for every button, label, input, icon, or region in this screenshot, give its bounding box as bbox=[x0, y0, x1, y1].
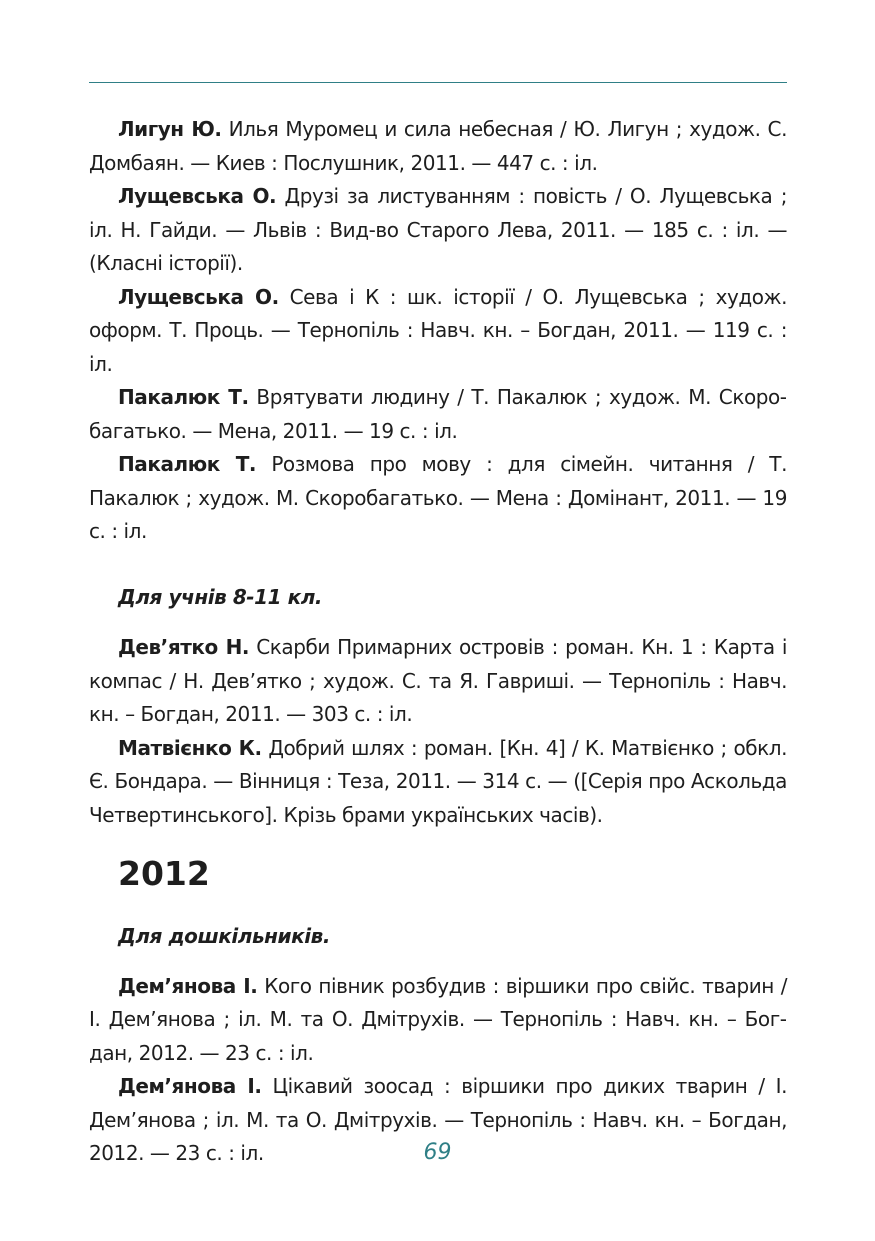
entry-text: Добрий шлях : роман. [Кн. 4] / К. Матвієнко ; обкл. Є. Бондара. — Вінниця : Теза, 2011. — 314 с. — ([Серія про Аскольда Четвертинського]. Крізь брами українських часів). bbox=[89, 735, 788, 827]
entry-text: Врятувати людину / Т. Пакалюк ; худож. М. Скоробагатько. — Мена, 2011. — 19 с. : іл. bbox=[89, 385, 787, 443]
bibliography-entry bbox=[89, 281, 787, 382]
bibliography-entry bbox=[89, 631, 787, 732]
entry-author: Дев’ятко Н. bbox=[118, 635, 250, 659]
page-number: 69 bbox=[423, 1140, 452, 1165]
bibliography-entry bbox=[89, 970, 787, 1071]
bibliography-entry bbox=[89, 113, 787, 180]
entry-author: Дем’янова І. bbox=[118, 973, 258, 998]
entry-author: Лущевська О. bbox=[118, 184, 277, 208]
entry-author: Матвієнко К. bbox=[118, 735, 262, 760]
year-heading: 2012 bbox=[118, 854, 210, 893]
bibliography-entry bbox=[89, 448, 787, 549]
entry-author: Лущевська О. bbox=[118, 284, 279, 309]
entry-author: Пакалюк Т. bbox=[118, 385, 249, 409]
bibliography-entry bbox=[89, 381, 787, 448]
bibliography-entry bbox=[89, 180, 787, 281]
bibliography-entry bbox=[89, 732, 787, 833]
entry-text: Цікавий зоосад : віршики про диких тварин / І. Дем’янова ; іл. М. та О. Дмітрухів. — Тернопіль : Навч. кн. – Богдан, 2012. — 23 с. : іл. bbox=[89, 1074, 787, 1165]
entry-text: Друзі за листуванням : повість / О. Лущевська ; іл. Н. Гайди. — Львів : Вид-во Старого Лева, 2011. — 185 с. : іл. — (Класні історії). bbox=[89, 184, 787, 275]
entry-text: Кого півник розбудив : віршики про свійс. тварин / І. Дем’янова ; іл. М. та О. Дмітрухів. — Тернопіль : Навч. кн. – Богдан, 2012. — 23 с. : іл. bbox=[89, 973, 787, 1065]
entry-author: Дем’янова І. bbox=[118, 1074, 262, 1098]
entry-text: Илья Муромец и сила небесная / Ю. Лигун ; худож. С. Домбаян. — Киев : Послушник, 2011. — 447 с. : іл. bbox=[89, 117, 787, 175]
entry-text: Сева і К : шк. історії / О. Лущевська ; худож. оформ. Т. Проць. — Тернопіль : Навч. кн. – Богдан, 2011. — 119 с. : іл. bbox=[89, 284, 788, 376]
section-heading-preschool: Для дошкільників. bbox=[118, 924, 330, 948]
entry-text: Розмова про мову : для сімейн. читання / Т. Пакалюк ; худож. М. Скоробагатько. — Мена : Домінант, 2011. — 19 с. : іл. bbox=[89, 452, 787, 543]
entry-author: Лигун Ю. bbox=[118, 117, 222, 141]
section-heading-grades-8-11: Для учнів 8-11 кл. bbox=[118, 584, 323, 609]
header-rule bbox=[89, 82, 787, 83]
page-content bbox=[89, 113, 787, 1171]
entry-author: Пакалюк Т. bbox=[118, 452, 257, 476]
entry-text: Скарби Примарних островів : роман. Кн. 1 : Карта і компас / Н. Дев’ятко ; худож. С. та Я. Гавриші. — Тернопіль : Навч. кн. – Богдан, 2011. — 303 с. : іл. bbox=[89, 635, 787, 726]
